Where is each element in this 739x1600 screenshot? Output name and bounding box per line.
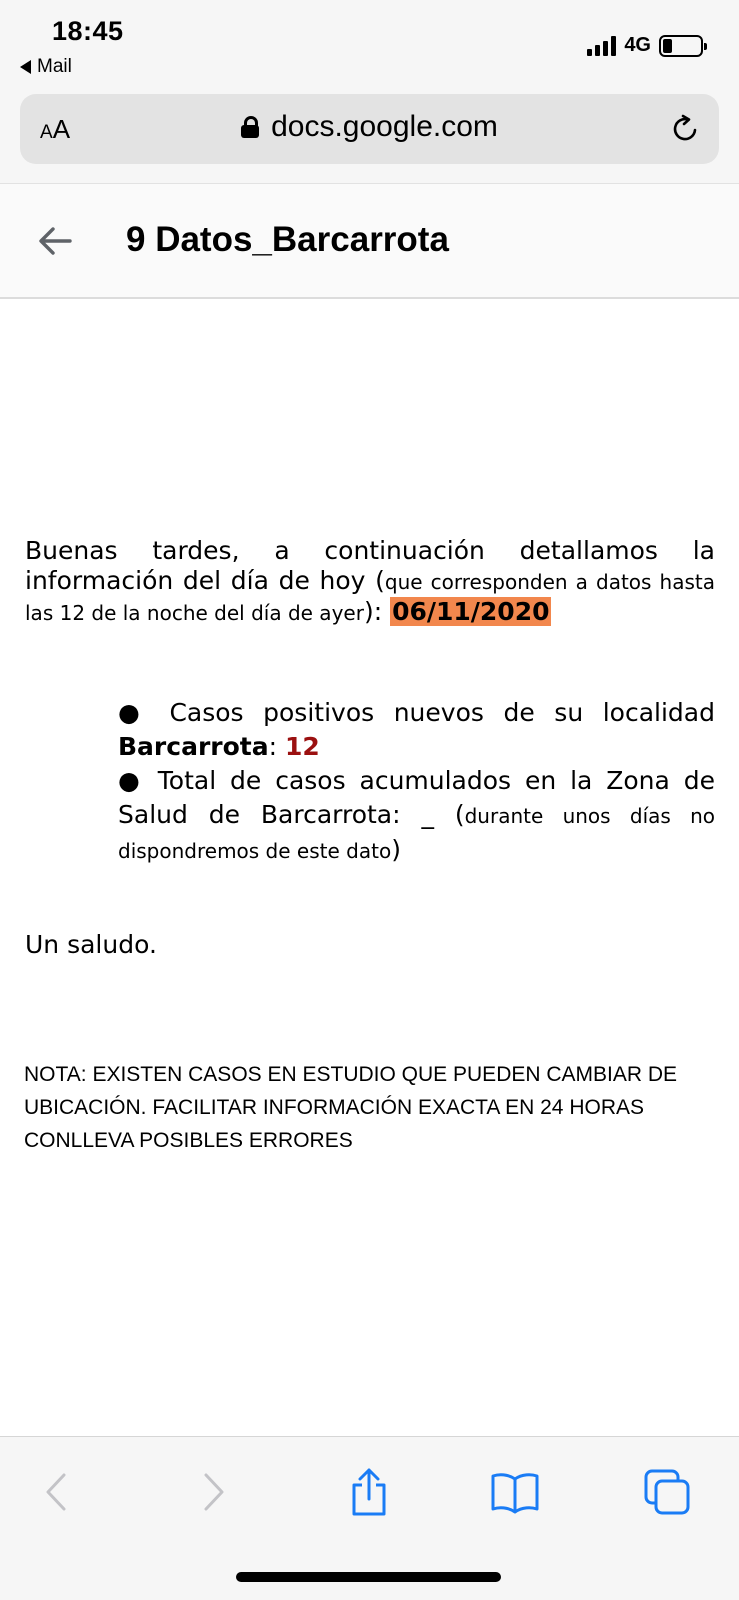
back-app-label: Mail — [37, 56, 72, 77]
tabs-icon[interactable] — [642, 1467, 692, 1517]
bookmarks-icon[interactable] — [490, 1467, 540, 1517]
signal-icon — [587, 36, 616, 56]
docs-header — [0, 183, 739, 299]
back-triangle-icon — [20, 60, 31, 74]
list-item-total-cases: ● Total de casos acumulados en la Zona de Salud de Barcarrota: _ (durante unos días no dispondremos de este dato) — [118, 766, 716, 864]
new-cases-count: 12 — [284, 732, 320, 761]
intro-paragraph: Buenas tardes, a continuación detallamos la información del día de hoy (que corresponden a datos hasta las 12 de la noche del día de ayer): 06/11/2020 — [25, 536, 715, 626]
info-list — [118, 696, 715, 868]
network-label: 4G — [624, 34, 651, 56]
status-indicators — [587, 34, 703, 57]
note-text: NOTA: EXISTEN CASOS EN ESTUDIO QUE PUEDEN CAMBIAR DE UBICACIÓN. FACILITAR INFORMACIÓN EXACTA EN 24 HORAS CONLLEVA POSIBLES ERRORES — [24, 1063, 678, 1152]
lock-icon — [241, 116, 259, 138]
bullet: ● — [118, 698, 152, 727]
date-highlight: 06/11/2020 — [392, 597, 550, 626]
list-item-new-cases: ● Casos positivos nuevos de su localidad Barcarrota: 12 — [118, 698, 715, 761]
forward-icon[interactable] — [188, 1467, 238, 1517]
status-time: 18:45 — [52, 16, 124, 46]
url-text: docs.google.com — [271, 110, 498, 143]
share-icon[interactable] — [344, 1467, 394, 1517]
back-arrow-icon[interactable] — [36, 222, 74, 260]
greeting: Un saludo. — [25, 930, 157, 959]
reader-options-button[interactable]: A A — [40, 114, 71, 144]
battery-icon — [659, 35, 703, 57]
back-to-mail-button[interactable] — [20, 56, 72, 78]
bullet: ● — [118, 766, 146, 795]
home-indicator[interactable] — [236, 1572, 501, 1582]
url-display[interactable] — [20, 110, 719, 144]
top-chrome — [0, 0, 739, 183]
doc-title: 9 Datos_Barcarrota — [126, 220, 449, 259]
address-bar[interactable] — [20, 94, 719, 164]
reload-icon[interactable] — [671, 114, 701, 144]
document-body — [0, 300, 739, 1436]
back-icon[interactable] — [32, 1467, 82, 1517]
